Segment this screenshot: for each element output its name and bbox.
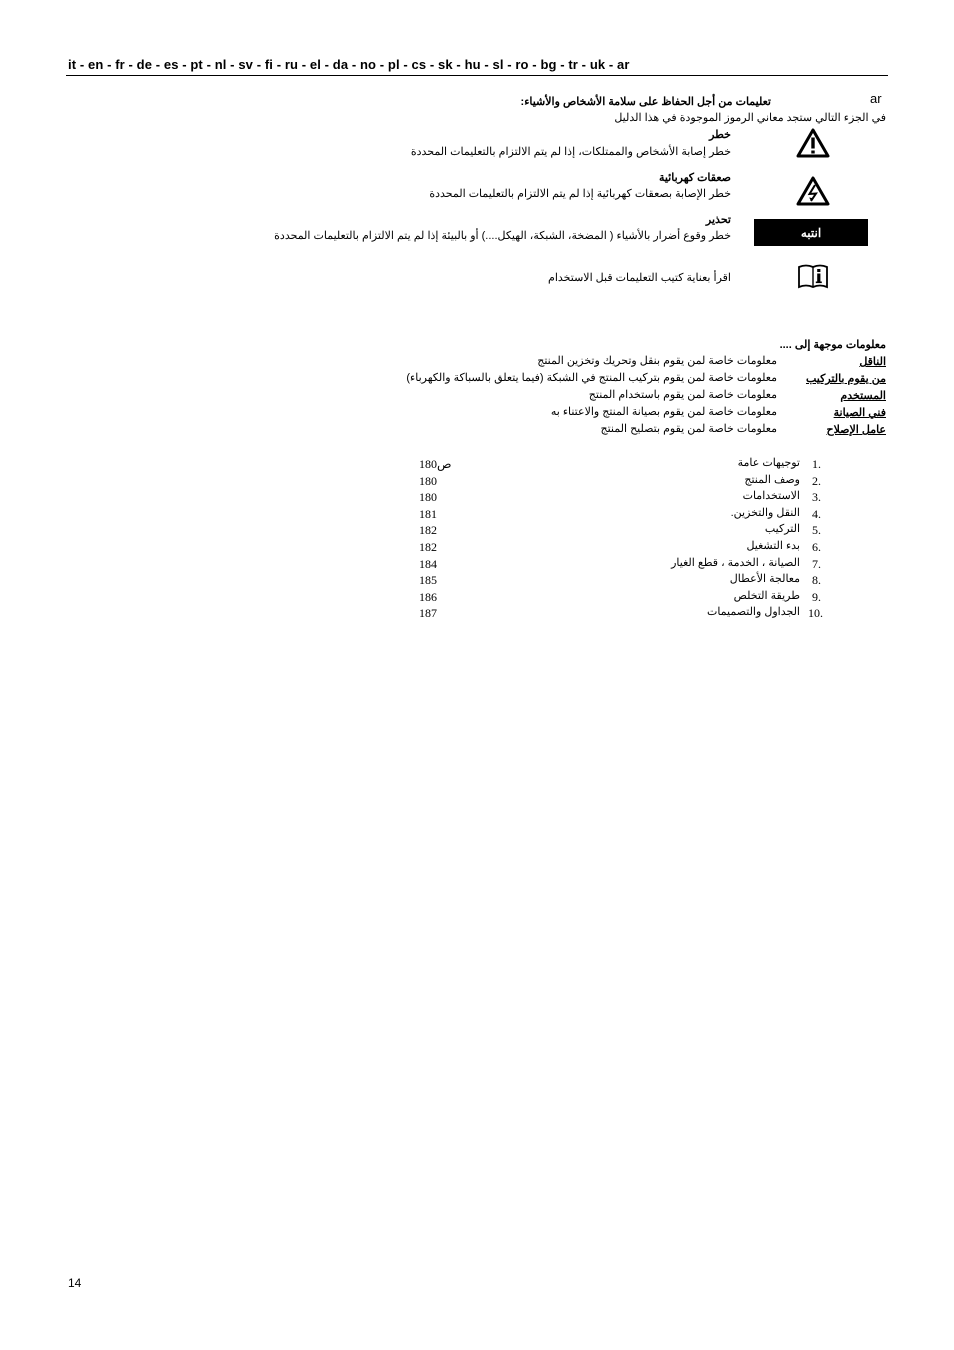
toc-title: الصيانة ، الخدمة ، قطع الغيار — [671, 557, 800, 569]
danger-title: خطر — [709, 129, 731, 141]
attention-box: انتبه — [754, 219, 868, 246]
caution-description: خطر وقوع أضرار بالأشياء ( المضخة، الشبكة، الهيكل....) أو بالبيئة إذا لم يتم الالتزام بالتعليمات المحددة — [274, 230, 731, 242]
safety-title: تعليمات من أجل الحفاظ على سلامة الأشخاص والأشياء: — [520, 96, 771, 108]
toc-page: 180 — [419, 490, 437, 504]
role-label-transporter: الناقل — [859, 356, 886, 368]
toc-number: 8. — [812, 573, 821, 587]
toc-number: 9. — [812, 590, 821, 604]
role-label-maintenance: فني الصيانة — [833, 407, 886, 419]
toc-page: 182 — [419, 540, 437, 554]
toc-page: 185 — [419, 573, 437, 587]
toc-number: 1. — [812, 457, 821, 471]
role-label-user: المستخدم — [840, 390, 886, 402]
page-number: 14 — [68, 1276, 82, 1290]
information-header: معلومات موجهة إلى .... — [779, 339, 886, 351]
language-code: ar — [870, 91, 882, 106]
toc-number: 10. — [808, 606, 823, 620]
toc-title: الجداول والتصميمات — [706, 606, 800, 618]
electric-shock-title: صعقات كهربائية — [658, 172, 731, 184]
toc-page: 180 — [419, 474, 437, 488]
role-description-maintenance: معلومات خاصة لمن يقوم بصيانة المنتج والاعتناء به — [550, 406, 777, 418]
read-manual-icon — [797, 263, 829, 289]
toc-number: 3. — [812, 490, 821, 504]
toc-title: وصف المنتج — [744, 474, 800, 486]
toc-page: ص180 — [419, 457, 452, 471]
toc-number: 7. — [812, 557, 821, 571]
role-description-user: معلومات خاصة لمن يقوم باستخدام المنتج — [588, 389, 777, 401]
toc-page: 184 — [419, 557, 437, 571]
toc-title: معالجة الأعطال — [729, 573, 800, 585]
role-description-repair: معلومات خاصة لمن يقوم بتصليح المنتج — [600, 423, 777, 435]
toc-title: بدء التشغيل — [746, 540, 800, 552]
toc-title: الاستخدامات — [742, 490, 800, 502]
toc-number: 2. — [812, 474, 821, 488]
header-divider — [66, 75, 888, 76]
toc-page: 182 — [419, 523, 437, 537]
electric-shock-icon — [796, 176, 830, 206]
toc-title: طريقة التخلص — [733, 590, 800, 602]
toc-title: توجيهات عامة — [737, 457, 800, 469]
toc-number: 5. — [812, 523, 821, 537]
toc-page: 186 — [419, 590, 437, 604]
role-description-installer: معلومات خاصة لمن يقوم بتركيب المنتج في الشبكة (فيما يتعلق بالسباكة والكهرباء) — [406, 372, 777, 384]
toc-number: 4. — [812, 507, 821, 521]
language-list: it - en - fr - de - es - pt - nl - sv - fi - ru - el - da - no - pl - cs - sk - hu - sl - ro - bg - tr - uk - ar — [68, 57, 630, 72]
toc-number: 6. — [812, 540, 821, 554]
read-manual-description: اقرأ بعناية كتيب التعليمات قبل الاستخدام — [548, 272, 731, 284]
role-description-transporter: معلومات خاصة لمن يقوم بنقل وتحريك وتخزين المنتج — [537, 355, 777, 367]
caution-title: تحذير — [705, 214, 731, 226]
toc-page: 181 — [419, 507, 437, 521]
role-label-repair: عامل الإصلاح — [826, 424, 886, 436]
warning-triangle-icon — [796, 128, 830, 158]
electric-shock-description: خطر الإصابة بصعقات كهربائية إذا لم يتم الالتزام بالتعليمات المحددة — [429, 188, 731, 200]
toc-title: النقل والتخزين. — [730, 507, 800, 519]
toc-title: التركيب — [764, 523, 800, 535]
role-label-installer: من يقوم بالتركيب — [805, 373, 886, 385]
toc-page: 187 — [419, 606, 437, 620]
safety-intro: في الجزء التالي ستجد معاني الرموز الموجودة في هذا الدليل — [614, 112, 886, 124]
danger-description: خطر إصابة الأشخاص والممتلكات، إذا لم يتم الالتزام بالتعليمات المحددة — [410, 146, 731, 158]
